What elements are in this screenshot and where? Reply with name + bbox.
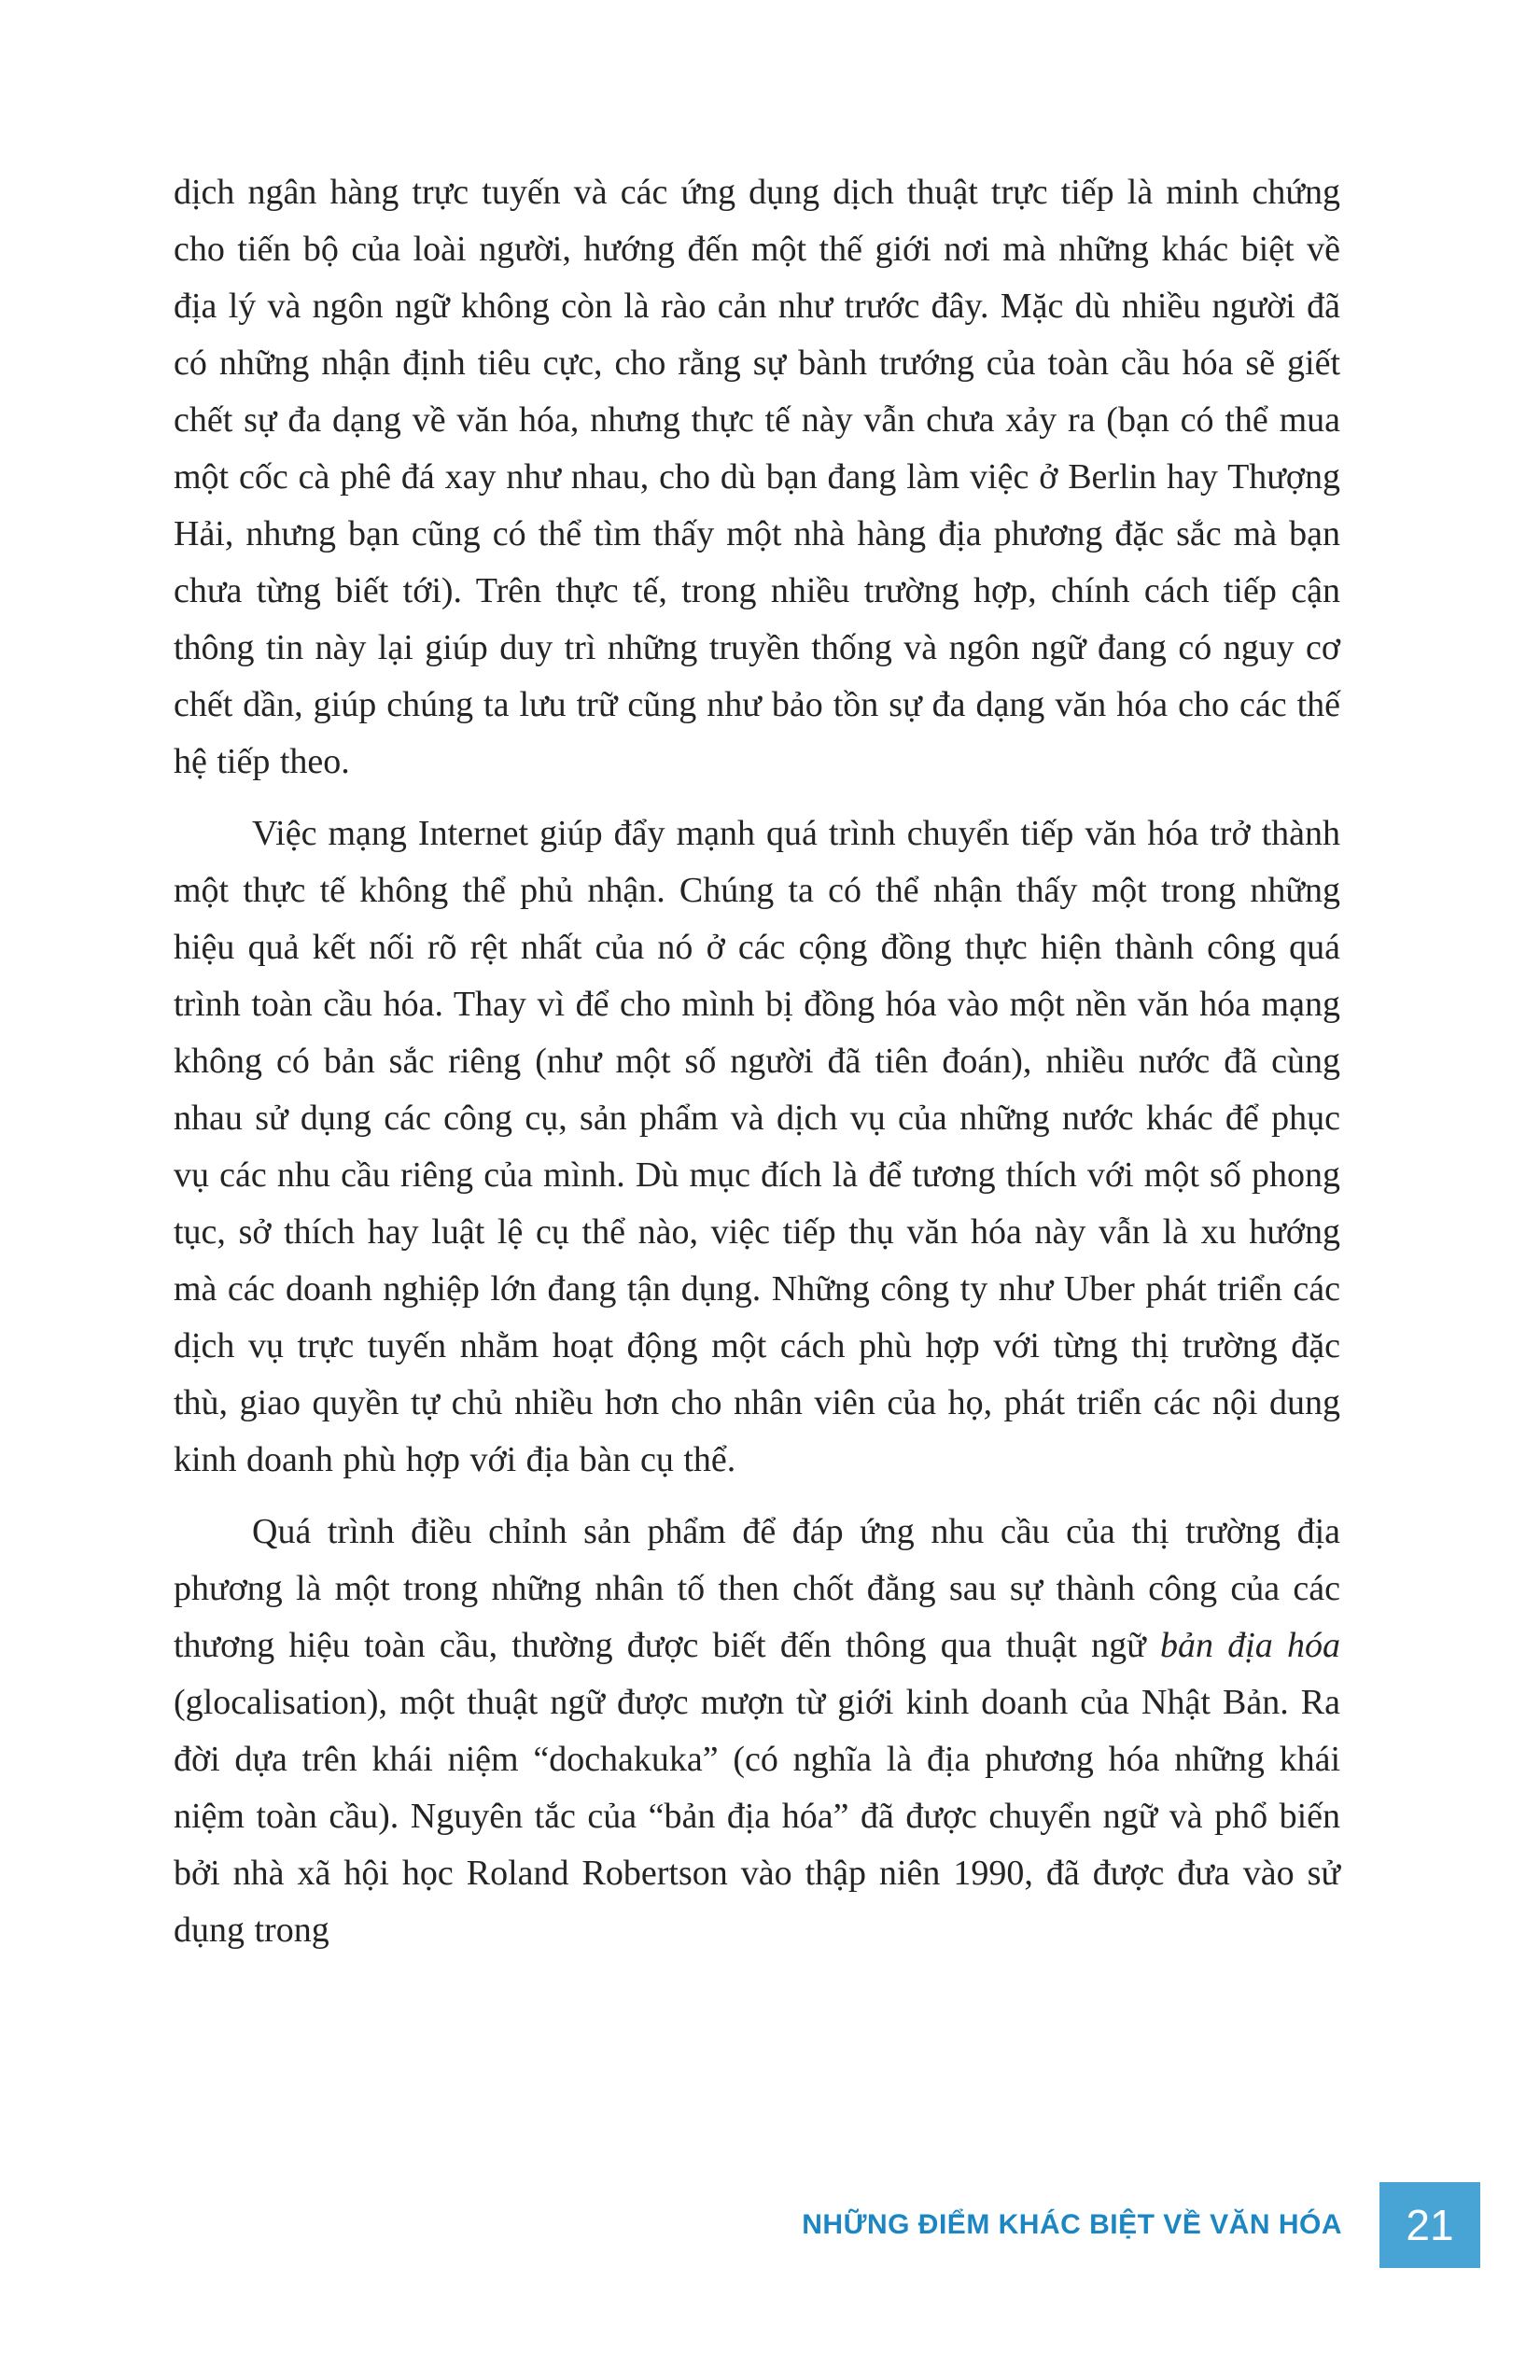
page-number: 21 [1406, 2201, 1454, 2249]
page-body-text [174, 164, 1340, 1959]
chapter-title: NHỮNG ĐIỂM KHÁC BIỆT VỀ VĂN HÓA [802, 2209, 1342, 2240]
paragraph-glocalisation [174, 1504, 1340, 1959]
paragraph-segment: Quá trình điều chỉnh sản phẩm để đáp ứng nhu cầu của thị trường địa phương là một trong những nhân tố then chốt đằng sau sự thành công của các thương hiệu toàn cầu, thường được biết đến thông qua thuật ngữ [174, 1512, 1340, 1665]
paragraph-segment: (glocalisation), một thuật ngữ được mượn từ giới kinh doanh của Nhật Bản. Ra đời dựa trên khái niệm “dochakuka” (có nghĩa là địa phương hóa những khái niệm toàn cầu). Nguyên tắc của “bản địa hóa” đã được chuyển ngữ và phổ biến bởi nhà xã hội học Roland Robertson vào thập niên 1990, đã được đưa vào sử dụng trong [174, 1683, 1340, 1950]
paragraph-continuation: dịch ngân hàng trực tuyến và các ứng dụng dịch thuật trực tiếp là minh chứng cho tiến bộ của loài người, hướng đến một thế giới nơi mà những khác biệt về địa lý và ngôn ngữ không còn là rào cản như trước đây. Mặc dù nhiều người đã có những nhận định tiêu cực, cho rằng sự bành trướng của toàn cầu hóa sẽ giết chết sự đa dạng về văn hóa, nhưng thực tế này vẫn chưa xảy ra (bạn có thể mua một cốc cà phê đá xay như nhau, cho dù bạn đang làm việc ở Berlin hay Thượng Hải, nhưng bạn cũng có thể tìm thấy một nhà hàng địa phương đặc sắc mà bạn chưa từng biết tới). Trên thực tế, trong nhiều trường hợp, chính cách tiếp cận thông tin này lại giúp duy trì những truyền thống và ngôn ngữ đang có nguy cơ chết dần, giúp chúng ta lưu trữ cũng như bảo tồn sự đa dạng văn hóa cho các thế hệ tiếp theo. [174, 173, 1340, 781]
page-footer [802, 2182, 1480, 2268]
italic-term-ban-dia-hoa: bản địa hóa [1159, 1626, 1341, 1665]
paragraph-internet-culture: Việc mạng Internet giúp đẩy mạnh quá trình chuyển tiếp văn hóa trở thành một thực tế không thể phủ nhận. Chúng ta có thể nhận thấy một trong những hiệu quả kết nối rõ rệt nhất của nó ở các cộng đồng thực hiện thành công quá trình toàn cầu hóa. Thay vì để cho mình bị đồng hóa vào một nền văn hóa mạng không có bản sắc riêng (như một số người đã tiên đoán), nhiều nước đã cùng nhau sử dụng các công cụ, sản phẩm và dịch vụ của những nước khác để phục vụ các nhu cầu riêng của mình. Dù mục đích là để tương thích với một số phong tục, sở thích hay luật lệ cụ thể nào, việc tiếp thụ văn hóa này vẫn là xu hướng mà các doanh nghiệp lớn đang tận dụng. Những công ty như Uber phát triển các dịch vụ trực tuyến nhằm hoạt động một cách phù hợp với từng thị trường đặc thù, giao quyền tự chủ nhiều hơn cho nhân viên của họ, phát triển các nội dung kinh doanh phù hợp với địa bàn cụ thể. [174, 814, 1340, 1479]
page-number-box [1379, 2182, 1480, 2268]
